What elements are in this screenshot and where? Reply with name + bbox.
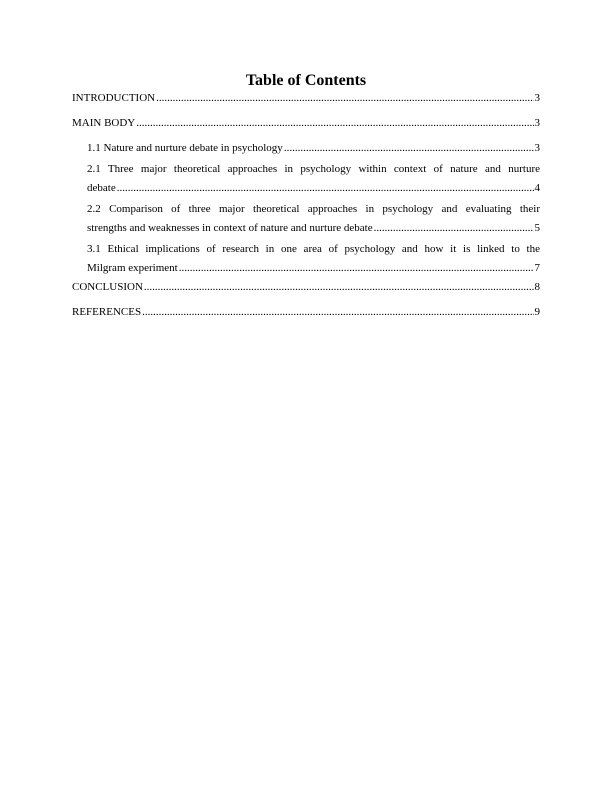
toc-entry-conclusion[interactable] [72, 278, 540, 297]
dot-leader [144, 278, 534, 297]
toc-entry-text: CONCLUSION [72, 281, 143, 293]
toc-page-number: 9 [534, 306, 540, 318]
toc-entry-main-body[interactable] [72, 114, 540, 133]
toc-entry-text: REFERENCES [72, 306, 142, 318]
toc-entry-text-line2: strengths and weaknesses in context of nature and nurture debate [87, 222, 373, 234]
dot-leader [142, 303, 533, 322]
dot-leader [156, 89, 533, 108]
table-of-contents [72, 89, 540, 328]
toc-entry-introduction[interactable] [72, 89, 540, 108]
toc-entry-1-1[interactable] [72, 139, 540, 158]
toc-entry-references[interactable] [72, 303, 540, 322]
toc-entry-text-line2: Milgram experiment [87, 262, 178, 274]
dot-leader [136, 114, 533, 133]
toc-page-number: 3 [534, 117, 540, 129]
toc-entry-2-1[interactable] [72, 160, 540, 198]
toc-entry-text: INTRODUCTION [72, 92, 156, 104]
dot-leader [284, 139, 534, 158]
toc-entry-text: MAIN BODY [72, 117, 136, 129]
toc-page-number: 4 [534, 182, 540, 194]
toc-page-number: 8 [534, 281, 540, 293]
toc-entry-text-line1: 2.2 Comparison of three major theoretical approaches in psychology and evaluating their [87, 203, 540, 215]
toc-entry-3-1[interactable] [72, 240, 540, 278]
toc-entry-text-line1: 3.1 Ethical implications of research in one area of psychology and how it is linked to the [87, 243, 540, 255]
dot-leader [179, 259, 534, 278]
toc-entry-2-2[interactable] [72, 200, 540, 238]
dot-leader [374, 219, 534, 238]
toc-entry-text-line2: debate [87, 182, 116, 194]
toc-page-number: 3 [534, 92, 540, 104]
toc-page-number: 5 [534, 222, 540, 234]
toc-entry-text: 1.1 Nature and nurture debate in psychology [87, 142, 283, 154]
toc-entry-text-line1: 2.1 Three major theoretical approaches in psychology within context of nature and nurture [87, 163, 540, 175]
toc-page-number: 3 [534, 142, 540, 154]
dot-leader [117, 179, 534, 198]
toc-page-number: 7 [534, 262, 540, 274]
toc-title: Table of Contents [245, 72, 367, 89]
